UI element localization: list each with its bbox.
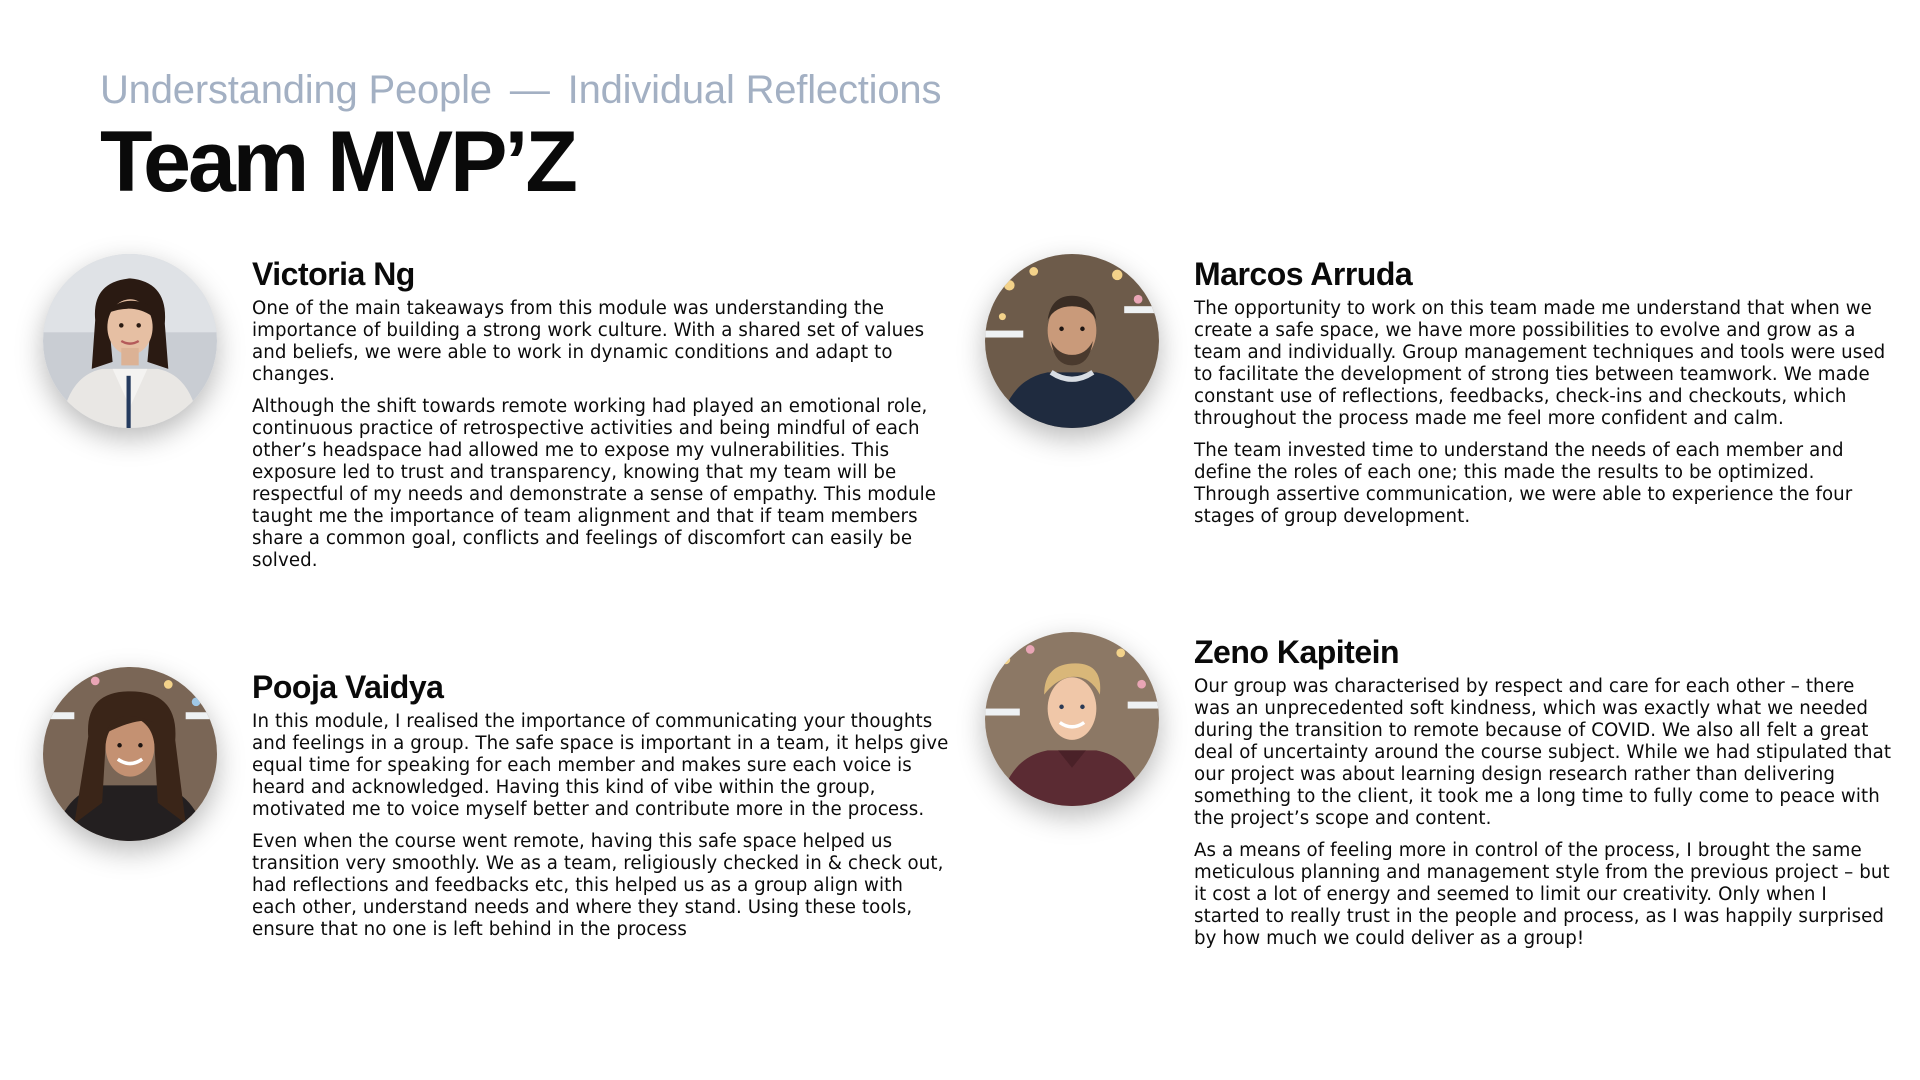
member-name: Pooja Vaidya [252,669,444,705]
subtitle-separator: — [509,68,550,112]
avatar-victoria [43,254,217,428]
portrait-woman-icon [43,254,217,428]
member-paragraph: As a means of feeling more in control of the process, I brought the same meticulous planning and management style from the previous project – but it cost a lot of energy and seemed to limit our creativity. Only when I started to really trust in the people and process, as I was happily surprised by how much we could deliver as a group! [1194,840,1890,949]
avatar-marcos [985,254,1159,428]
slide-title: Team MVP’Z [100,114,575,210]
portrait-woman-icon [43,667,217,841]
member-paragraph: The team invested time to understand the needs of each member and define the roles of each one; this made the results to be optimized. Through assertive communication, we were able to experience the four stages of group development. [1194,440,1853,527]
slide-header [100,62,941,210]
member-content [252,667,952,951]
member-content [252,254,952,582]
portrait-man-icon [985,254,1159,428]
member-paragraph: In this module, I realised the importance of communicating your thoughts and feelings in a group. The safe space is important in a team, it helps give equal time for speaking for each member and makes sure each voice is heard and acknowledged. Having this kind of vibe within the group, motivated me to voice myself better and contribute more in the process. [252,711,949,820]
avatar-zeno [985,632,1159,806]
avatar-pooja [43,667,217,841]
member-paragraph: Our group was characterised by respect and care for each other – there was an unprecedented soft kindness, which was exactly what we needed during the transition to remote because of COVID. We also all felt a great deal of uncertainty around the course subject. While we had stipulated that our project was about learning design research rather than delivering something to the client, it took me a long time to fully come to peace with the project’s scope and content. [1194,676,1892,829]
member-paragraph: Even when the course went remote, having this safe space helped us transition very smoothly. We as a team, religiously checked in & check out, had reflections and feedbacks etc, this helped us as a group align with each other, understand needs and where they stand. Using these tools, ensure that no one is left behind in the process [252,831,944,940]
subtitle-left: Understanding People [100,68,492,112]
subtitle-right: Individual Reflections [567,68,942,112]
member-paragraph: The opportunity to work on this team made me understand that when we create a safe space, we have more possibilities to evolve and grow as a team and individually. Group management techniques and tools were used to facilitate the development of strong ties between teamwork. We made constant use of reflections, feedbacks, check-ins and checkouts, which throughout the process made me feel more confident and calm. [1194,298,1886,429]
member-content [1194,632,1894,960]
member-name: Victoria Ng [252,256,415,292]
member-paragraph: One of the main takeaways from this module was understanding the importance of building a strong work culture. With a shared set of values and beliefs, we were able to work in dynamic conditions and adapt to changes. [252,298,925,385]
member-name: Zeno Kapitein [1194,634,1400,670]
portrait-man-icon [985,632,1159,806]
member-content [1194,254,1894,538]
member-paragraph: Although the shift towards remote working had played an emotional role, continuous practice of retrospective activities and being mindful of each other’s headspace had allowed me to expose my vulnerabilities. This exposure led to trust and transparency, knowing that my team will be respectful of my needs and demonstrate a sense of empathy. This module taught me the importance of team alignment and that if team members share a common goal, conflicts and feelings of discomfort can easily be solved. [252,396,937,571]
slide-subtitle [100,62,941,118]
member-name: Marcos Arruda [1194,256,1413,292]
